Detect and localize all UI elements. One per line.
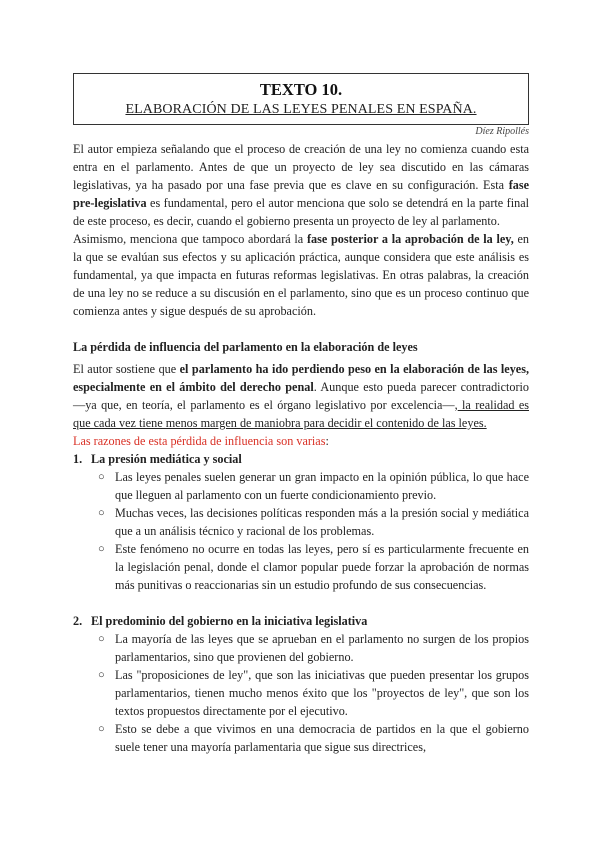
list-item: ○ Las "proposiciones de ley", que son las iniciativas que pueden presentar los grupos parlamentarios, tienen mucho menos éxito que los "proyectos de ley", que son los textos propuestos directamente por el ejecutivo.	[98, 668, 529, 718]
reason-bullets	[73, 630, 529, 756]
circle-bullet-icon: ○	[98, 543, 105, 555]
section-paragraph: El autor sostiene que el parlamento ha ido perdiendo peso en la elaboración de las leyes, especialmente en el ámbito del derecho penal. Aunque esto pueda parecer contradictorio —ya que, en teoría, el parlamento es el órgano legislativo por excelencia—, la realidad es que cada vez tiene menos margen de maniobra para decidir el contenido de las leyes.	[73, 362, 530, 430]
list-item: ○ Esto se debe a que vivimos en una democracia de partidos en la que el gobierno suele tener una mayoría parlamentaria que sigue sus directrices,	[98, 722, 529, 754]
author-name: Díez Ripollés	[475, 126, 529, 137]
document-subtitle: ELABORACIÓN DE LAS LEYES PENALES EN ESPAÑA.	[125, 102, 477, 117]
circle-bullet-icon: ○	[98, 471, 105, 483]
reason-number: 1.	[73, 452, 83, 466]
reason-item	[73, 450, 529, 594]
list-item: ○ La mayoría de las leyes que se aprueban en el parlamento no surgen de los propios parlamentarios, sino que provienen del gobierno.	[98, 632, 529, 664]
list-item: ○ Las leyes penales suelen generar un gran impacto en la opinión pública, lo que hace que lleguen al parlamento con un fuerte condicionamiento previo.	[98, 470, 529, 502]
list-item: ○ Muchas veces, las decisiones políticas responden más a la presión social y mediática que a un análisis técnico y racional de los problemas.	[98, 506, 529, 538]
section-heading: La pérdida de influencia del parlamento en la elaboración de leyes	[73, 340, 418, 354]
title-box	[73, 73, 529, 125]
intro-paragraph-1: El autor empieza señalando que el proceso de creación de una ley no comienza cuando esta entra en el parlamento. Antes de que un proyecto de ley sea discutido en las cámaras legislativas, ya ha pasado por una fase previa que es clave en su configuración. Esta fase pre-legislativa es fundamental, pero el autor menciona que solo se detendrá en la parte final de este proceso, es decir, cuando el gobierno presenta un proyecto de ley al parlamento.	[73, 142, 529, 228]
circle-bullet-icon: ○	[98, 669, 105, 681]
circle-bullet-icon: ○	[98, 633, 105, 645]
reason-title: El predominio del gobierno en la iniciativa legislativa	[91, 614, 368, 628]
document-title: TEXTO 10.	[259, 80, 343, 99]
reason-bullets	[73, 468, 529, 594]
reason-item	[73, 612, 529, 756]
reasons-list	[73, 450, 529, 756]
list-item: ○ Este fenómeno no ocurre en todas las leyes, pero sí es particularmente frecuente en la legislación penal, donde el clamor popular puede forzar la aprobación de normas más punitivas o reaccionarias sin un estudio profundo de sus consecuencias.	[98, 542, 529, 592]
circle-bullet-icon: ○	[98, 723, 105, 735]
reason-number: 2.	[73, 614, 83, 628]
intro-paragraph-2: Asimismo, menciona que tampoco abordará la fase posterior a la aprobación de la ley, en la que se evalúan sus efectos y su aplicación práctica, aunque considera que este análisis es fundamental, ya que impacta en futuras reformas legislativas. En otras palabras, la creación de una ley no se reduce a su discusión en el parlamento, sino que es un proceso continuo que comienza antes y sigue después de su aprobación.	[73, 232, 529, 318]
document-body	[73, 140, 529, 756]
reason-title: La presión mediática y social	[91, 452, 242, 466]
circle-bullet-icon: ○	[98, 507, 105, 519]
reasons-intro: Las razones de esta pérdida de influencia son varias:	[73, 434, 329, 448]
